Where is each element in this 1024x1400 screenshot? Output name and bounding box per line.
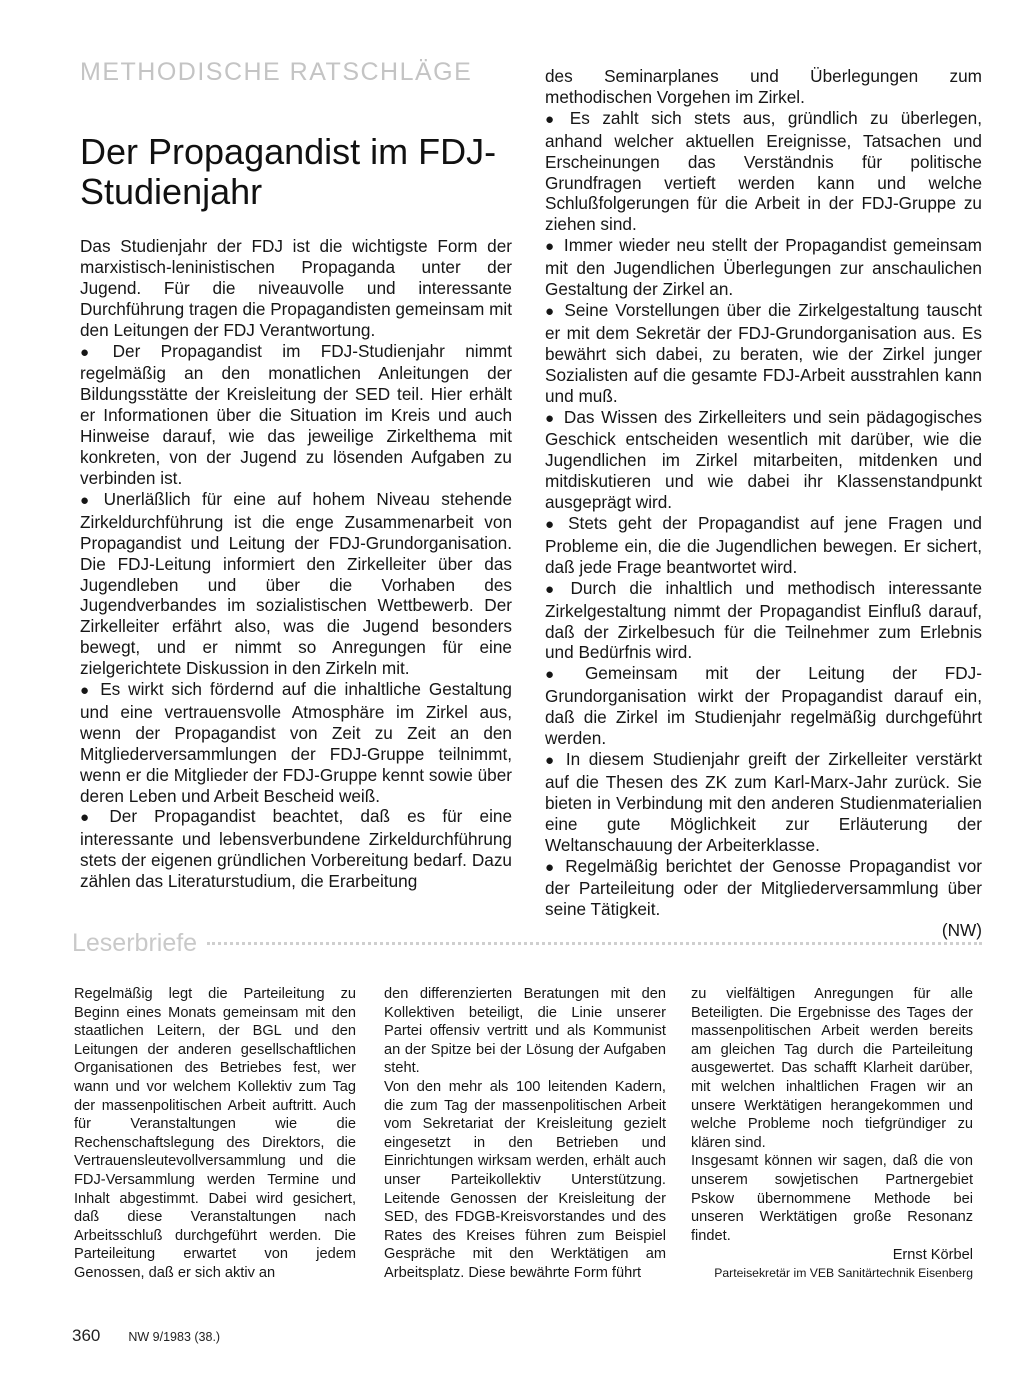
article-paragraph: ● Der Propagandist im FDJ-Studienjahr nimmt regelmäßig an den monatlichen Anleitungen der Bildungsstätte der Kreisleitung der SED teil. Hier erhält er Informationen über die Situation im Kreis und auch Hinweise darauf, wie das jeweilige Zirkelthema mit konkreten, von der Jugend zu lösenden Aufgaben zu verbinden ist. [80,341,512,489]
article-paragraph: ● Durch die inhaltlich und methodisch interessante Zirkelgestaltung nimmt der Propagandist Einfluß darauf, daß der Zirkelbesuch für die Teilnehmer zum Erlebnis und Bedürfnis wird. [545,578,982,664]
article-paragraph-last: ● Regelmäßig berichtet der Genosse Propagandist vor der Parteileitung oder der Mitgliederversammlung über seine Tätigkeit. [545,856,982,921]
letters-section-title: Leserbriefe [72,928,198,957]
page-footer [72,1326,220,1346]
article-paragraph: ● In diesem Studienjahr greift der Zirkelleiter verstärkt auf die Thesen des ZK zum Karl-Marx-Jahr zurück. Sie bieten in Verbindung mit den anderen Studienmaterialien eine gute Möglichkeit zur Erläuterung der Weltanschauung der Arbeiterklasse. [545,749,982,856]
article-paragraph: ● Seine Vorstellungen über die Zirkelgestaltung tauscht er mit dem Sekretär der FDJ-Grundorganisation aus. Es bewährt sich dabei, zu beraten, wie der Zirkel junger Sozialisten auf die gesamte FDJ-Arbeit ausstrahlen kann und muß. [545,300,982,407]
letter-author: Ernst Körbel [892,1247,973,1264]
letter-paragraph: den differenzierten Beratungen mit den Kollektiven beteiligt, die Linie unserer Partei offensiv vertritt und als Kommunist an der Spitze bei der Lösung der Aufgaben steht. [384,986,666,1077]
article-signature: (NW) [941,920,982,941]
article-paragraph: ● Der Propagandist beachtet, daß es für eine interessante und lebensverbundene Zirkeldurchführung stets der eigenen gründlichen Vorbereitung bedarf. Dazu zählen das Literaturstudium, die Erarbeitung [80,806,512,892]
article-paragraph: ● Das Wissen des Zirkelleiters und sein pädagogisches Geschick entscheiden wesentlich mit darüber, wie die Jugendlichen im Zirkel mitarbeiten, mitdenken und mitdiskutieren und wie dabei ihr Klassenstandpunkt ausgeprägt wird. [545,407,982,514]
letters-section-header [72,925,982,961]
section-divider [207,942,982,945]
letter-author-role: Parteisekretär im VEB Sanitärtechnik Eisenberg [714,1265,973,1280]
article-paragraph: ● Stets geht der Propagandist auf jene Fragen und Probleme ein, die die Jugendlichen bewegen. Er sichert, daß jede Frage beantwortet wird. [545,513,982,578]
article-column-right [545,66,982,941]
article-intro: Das Studienjahr der FDJ ist die wichtigste Form der marxistisch-leninistischen Propaganda unter der Jugend. Für die niveauvolle und interessante Durchführung tragen die Propagandisten gemeinsam mit den Leitungen der FDJ Verantwortung. [80,236,512,340]
letter-column-3 [691,985,973,1281]
article-paragraph: ● Unerläßlich für eine auf hohem Niveau stehende Zirkeldurchführung ist die enge Zusammenarbeit von Propagandist und Leitung der FDJ-Grundorganisation. Die FDJ-Leitung informiert den Zirkelleiter über das Jugendleben und über die Vorhaben des Jugendverbandes im sozialistischen Wettbewerb. Der Zirkelleiter erfährt also, was die Jugend besonders bewegt, und er nimmt so Anregungen für eine zielgerichtete Diskussion in den Zirkeln mit. [80,489,512,679]
article-headline: Der Propagandist im FDJ-Studienjahr [80,131,497,212]
issue-label: NW 9/1983 (38.) [128,1330,221,1344]
article-paragraph: ● Es zahlt sich stets aus, gründlich zu überlegen, anhand welcher aktuellen Ereignisse, Tatsachen und Erscheinungen das Verständnis für politische Grundfragen vertieft werden kann und welche Schlußfolgerungen für die Arbeit in der FDJ-Gruppe zu ziehen sind. [545,108,982,235]
page-number: 360 [72,1326,101,1345]
letter-paragraph: Regelmäßig legt die Parteileitung zu Beginn eines Monats gemeinsam mit den staatlichen Leitern, der BGL und den Leitungen der anderen gesellschaftlichen Organisationen des Betriebes fest, wer wann und vor welchem Kollektiv zum Tag der massenpolitischen Arbeit auftritt. Auch für Veranstaltungen wie die Rechenschaftslegung des Direktors, die Vertrauensleutevollversammlung und die FDJ-Versammlung werden Termine und Inhalt abgestimmt. Dabei wird gesichert, daß diese Veranstaltungen nach Arbeitsschluß durchgeführt werden. Die Parteileitung erwartet von jedem Genossen, daß er sich aktiv an [74,986,356,1281]
article-paragraph: ● Gemeinsam mit der Leitung der FDJ-Grundorganisation wirkt der Propagandist darauf ein, daß die Zirkel im Studienjahr regelmäßig durchgeführt werden. [545,663,982,749]
article-paragraph: ● Immer wieder neu stellt der Propagandist gemeinsam mit den Jugendlichen Überlegungen zur anschaulichen Gestaltung der Zirkel an. [545,235,982,300]
letter-paragraph: Von den mehr als 100 leitenden Kadern, die zum Tag der massenpolitischen Arbeit vom Sekretariat der Kreisleitung gezielt eingesetzt in den Betrieben und Einrichtungen wirksam werden, erhält auch unser Parteikollektiv Unterstützung. Leitende Genossen der Kreisleitung der SED, des FDGB-Kreisvorstandes und des Rates des Kreises führen zum Beispiel Gespräche mit den Werktätigen am Arbeitsplatz. Diese bewährte Form führt [384,1078,666,1281]
section-kicker: METHODISCHE RATSCHLÄGE [80,58,473,86]
letter-paragraph: zu vielfältigen Anregungen für alle Beteiligten. Die Ergebnisse des Tages der massenpolitischen Arbeit werden bereits am gleichen Tag durch die Parteileitung ausgewertet. Das schafft Klarheit darüber, mit welchen inhaltlichen Fragen wir an unsere Werktätigen herangekommen und welche Probleme noch tiefgründiger zu klären sind. [691,986,973,1151]
article-continuation: des Seminarplanes und Überlegungen zum methodischen Vorgehen im Zirkel. [545,66,982,107]
article-column-left [80,236,512,892]
letter-column-1 [74,985,356,1283]
letter-paragraph: Insgesamt können wir sagen, daß die von unserem sowjetischen Partnergebiet Pskow übernommene Methode bei unseren Werktätigen große Resonanz findet. [691,1153,973,1244]
letter-column-2 [384,985,666,1283]
article-paragraph: ● Es wirkt sich fördernd auf die inhaltliche Gestaltung und eine vertrauensvolle Atmosphäre im Zirkel aus, wenn der Propagandist von Zeit zu Zeit an den Mitgliederversammlungen der FDJ-Gruppe teilnimmt, wenn er die Mitglieder der FDJ-Gruppe kennt sowie über deren Leben und Arbeit Bescheid weiß. [80,679,512,806]
